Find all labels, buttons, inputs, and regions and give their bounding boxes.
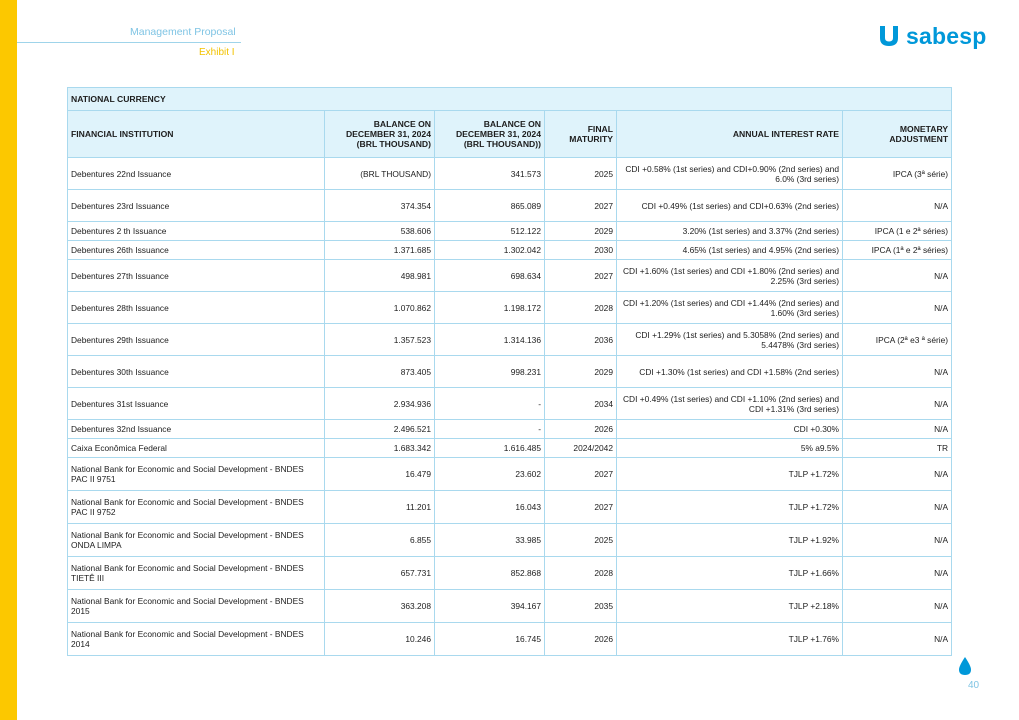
cell-rate: 3.20% (1st series) and 3.37% (2nd series) (617, 222, 843, 241)
cell-balance-a: 498.981 (325, 260, 435, 292)
cell-maturity: 2024/2042 (545, 439, 617, 458)
section-label: NATIONAL CURRENCY (68, 88, 952, 111)
cell-adjustment: N/A (843, 458, 952, 491)
cell-adjustment: N/A (843, 190, 952, 222)
cell-institution: National Bank for Economic and Social Development - BNDES PAC II 9751 (68, 458, 325, 491)
cell-balance-a: 363.208 (325, 590, 435, 623)
cell-institution: Debentures 2 th Issuance (68, 222, 325, 241)
cell-balance-b: 1.198.172 (435, 292, 545, 324)
cell-maturity: 2027 (545, 458, 617, 491)
table-row (68, 158, 952, 190)
cell-maturity: 2027 (545, 190, 617, 222)
cell-rate: CDI +0.30% (617, 420, 843, 439)
cell-rate: CDI +1.30% (1st series) and CDI +1.58% (2nd series) (617, 356, 843, 388)
debt-table (67, 87, 952, 656)
col-balance-b-header: BALANCE ON DECEMBER 31, 2024 (BRL THOUSAND)) (435, 111, 545, 158)
cell-balance-a: 10.246 (325, 623, 435, 656)
table-row (68, 439, 952, 458)
cell-balance-a: 1.070.862 (325, 292, 435, 324)
cell-institution: Debentures 27th Issuance (68, 260, 325, 292)
cell-adjustment: N/A (843, 491, 952, 524)
table-row (68, 324, 952, 356)
cell-institution: Debentures 28th Issuance (68, 292, 325, 324)
table-row (68, 420, 952, 439)
cell-balance-a: 374.354 (325, 190, 435, 222)
cell-institution: National Bank for Economic and Social Development - BNDES ONDA LIMPA (68, 524, 325, 557)
cell-rate: CDI +0.49% (1st series) and CDI+0.63% (2nd series) (617, 190, 843, 222)
table-row (68, 388, 952, 420)
cell-maturity: 2034 (545, 388, 617, 420)
col-maturity-header: FINAL MATURITY (545, 111, 617, 158)
cell-balance-b: 1.314.136 (435, 324, 545, 356)
cell-rate: CDI +1.29% (1st series) and 5.3058% (2nd series) and 5.4478% (3rd series) (617, 324, 843, 356)
cell-balance-b: 23.602 (435, 458, 545, 491)
cell-balance-b: 16.043 (435, 491, 545, 524)
cell-balance-a: 16.479 (325, 458, 435, 491)
cell-adjustment: IPCA (2ª e3 ª série) (843, 324, 952, 356)
table-row (68, 190, 952, 222)
cell-rate: TJLP +1.76% (617, 623, 843, 656)
cell-balance-b: 16.745 (435, 623, 545, 656)
cell-adjustment: TR (843, 439, 952, 458)
cell-adjustment: IPCA (1ª e 2ª séries) (843, 241, 952, 260)
logo-wordmark: sabesp (906, 22, 987, 49)
cell-adjustment: N/A (843, 590, 952, 623)
col-adjustment-header: MONETARY ADJUSTMENT (843, 111, 952, 158)
cell-rate: TJLP +1.72% (617, 458, 843, 491)
column-header-row (68, 111, 952, 158)
cell-rate: CDI +1.20% (1st series) and CDI +1.44% (2nd series) and 1.60% (3rd series) (617, 292, 843, 324)
cell-rate: TJLP +2.18% (617, 590, 843, 623)
table-row (68, 458, 952, 491)
cell-balance-a: 1.683.342 (325, 439, 435, 458)
cell-balance-b: 1.302.042 (435, 241, 545, 260)
col-institution-header: FINANCIAL INSTITUTION (68, 111, 325, 158)
cell-adjustment: N/A (843, 356, 952, 388)
cell-maturity: 2027 (545, 491, 617, 524)
cell-balance-a: 2.496.521 (325, 420, 435, 439)
cell-maturity: 2028 (545, 292, 617, 324)
cell-balance-a: 2.934.936 (325, 388, 435, 420)
cell-institution: National Bank for Economic and Social Development - BNDES TIETÊ III (68, 557, 325, 590)
sabesp-mark-icon (876, 23, 902, 49)
cell-balance-b: 998.231 (435, 356, 545, 388)
table-row (68, 590, 952, 623)
cell-maturity: 2027 (545, 260, 617, 292)
cell-maturity: 2029 (545, 356, 617, 388)
cell-adjustment: N/A (843, 557, 952, 590)
cell-institution: National Bank for Economic and Social Development - BNDES PAC II 9752 (68, 491, 325, 524)
cell-maturity: 2026 (545, 420, 617, 439)
cell-maturity: 2030 (545, 241, 617, 260)
cell-balance-a: 538.606 (325, 222, 435, 241)
cell-balance-b: 852.868 (435, 557, 545, 590)
table-row (68, 260, 952, 292)
table-row (68, 491, 952, 524)
cell-institution: Debentures 26th Issuance (68, 241, 325, 260)
cell-maturity: 2026 (545, 623, 617, 656)
document-title: Management Proposal (130, 26, 236, 38)
side-accent-bar (0, 0, 17, 720)
col-rate-header: ANNUAL INTEREST RATE (617, 111, 843, 158)
cell-adjustment: IPCA (1 e 2ª séries) (843, 222, 952, 241)
cell-rate: TJLP +1.66% (617, 557, 843, 590)
table-row (68, 292, 952, 324)
cell-institution: Debentures 32nd Issuance (68, 420, 325, 439)
cell-institution: National Bank for Economic and Social Development - BNDES 2015 (68, 590, 325, 623)
table-row (68, 241, 952, 260)
cell-balance-b: 33.985 (435, 524, 545, 557)
section-header-row (68, 88, 952, 111)
cell-institution: Debentures 31st Issuance (68, 388, 325, 420)
cell-institution: Debentures 23rd Issuance (68, 190, 325, 222)
table-row (68, 557, 952, 590)
cell-rate: TJLP +1.72% (617, 491, 843, 524)
table-row (68, 356, 952, 388)
cell-rate: CDI +1.60% (1st series) and CDI +1.80% (2nd series) and 2.25% (3rd series) (617, 260, 843, 292)
cell-adjustment: IPCA (3ª série) (843, 158, 952, 190)
cell-institution: Debentures 22nd Issuance (68, 158, 325, 190)
table-row (68, 222, 952, 241)
cell-balance-b: 512.122 (435, 222, 545, 241)
cell-maturity: 2028 (545, 557, 617, 590)
exhibit-label: Exhibit I (199, 47, 235, 58)
cell-balance-b: 1.616.485 (435, 439, 545, 458)
col-balance-a-header: BALANCE ON DECEMBER 31, 2024 (BRL THOUSAND) (325, 111, 435, 158)
cell-balance-a: (BRL THOUSAND) (325, 158, 435, 190)
cell-institution: Debentures 30th Issuance (68, 356, 325, 388)
cell-balance-b: - (435, 420, 545, 439)
water-drop-icon (958, 656, 972, 676)
cell-balance-b: 394.167 (435, 590, 545, 623)
cell-maturity: 2025 (545, 158, 617, 190)
cell-maturity: 2029 (545, 222, 617, 241)
header-divider (17, 42, 241, 43)
cell-maturity: 2025 (545, 524, 617, 557)
cell-balance-a: 1.357.523 (325, 324, 435, 356)
cell-institution: Debentures 29th Issuance (68, 324, 325, 356)
cell-adjustment: N/A (843, 524, 952, 557)
table-row (68, 623, 952, 656)
cell-institution: Caixa Econômica Federal (68, 439, 325, 458)
cell-adjustment: N/A (843, 292, 952, 324)
cell-balance-b: 341.573 (435, 158, 545, 190)
page-number: 40 (968, 680, 980, 691)
cell-rate: CDI +0.58% (1st series) and CDI+0.90% (2nd series) and 6.0% (3rd series) (617, 158, 843, 190)
cell-rate: TJLP +1.92% (617, 524, 843, 557)
cell-balance-b: 865.089 (435, 190, 545, 222)
cell-adjustment: N/A (843, 388, 952, 420)
cell-maturity: 2036 (545, 324, 617, 356)
cell-balance-a: 6.855 (325, 524, 435, 557)
cell-adjustment: N/A (843, 260, 952, 292)
table-row (68, 524, 952, 557)
cell-balance-a: 873.405 (325, 356, 435, 388)
cell-rate: 5% a9.5% (617, 439, 843, 458)
cell-balance-b: 698.634 (435, 260, 545, 292)
cell-adjustment: N/A (843, 623, 952, 656)
cell-balance-a: 11.201 (325, 491, 435, 524)
cell-rate: 4.65% (1st series) and 4.95% (2nd series) (617, 241, 843, 260)
cell-balance-a: 1.371.685 (325, 241, 435, 260)
cell-balance-b: - (435, 388, 545, 420)
cell-maturity: 2035 (545, 590, 617, 623)
cell-rate: CDI +0.49% (1st series) and CDI +1.10% (2nd series) and CDI +1.31% (3rd series) (617, 388, 843, 420)
cell-institution: National Bank for Economic and Social Development - BNDES 2014 (68, 623, 325, 656)
cell-balance-a: 657.731 (325, 557, 435, 590)
cell-adjustment: N/A (843, 420, 952, 439)
sabesp-logo (876, 22, 986, 50)
